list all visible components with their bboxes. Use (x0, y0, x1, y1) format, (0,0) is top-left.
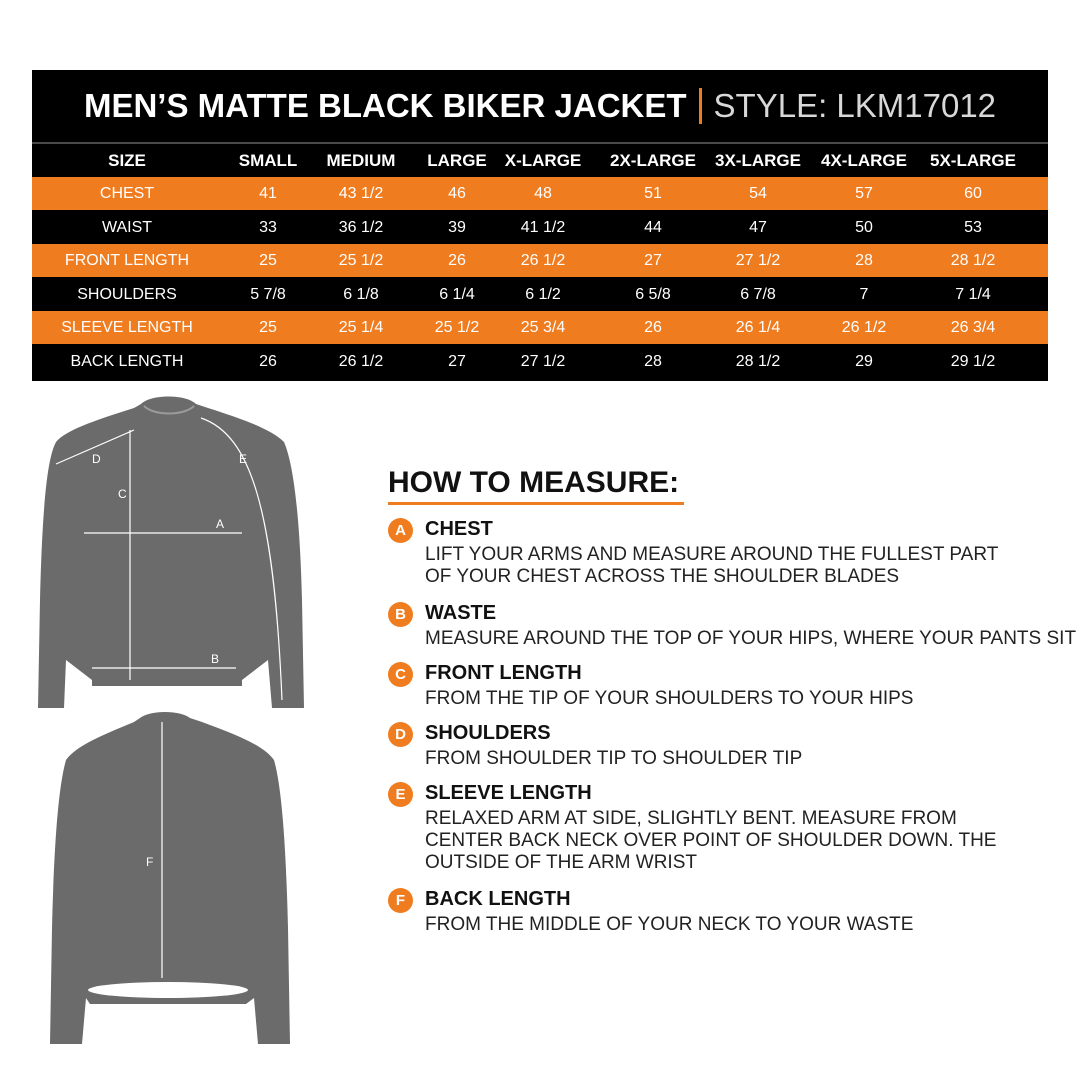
letter-badge: C (388, 662, 413, 687)
table-row (32, 345, 1048, 378)
table-cell: 26 1/4 (735, 319, 781, 336)
jacket-name: MEN’S MATTE BLACK BIKER JACKET (83, 87, 687, 124)
letter-badge: F (388, 888, 413, 913)
table-cell: 26 1/2 (338, 352, 384, 370)
description-line: OF YOUR CHEST ACROSS THE SHOULDER BLADES (425, 566, 900, 587)
table-cell: 6 1/8 (343, 285, 379, 303)
measure-title: FRONT LENGTH (425, 662, 582, 684)
table-cell: 26 (644, 319, 662, 336)
size-header-2: MEDIUM (326, 151, 396, 170)
table-cell: 6 7/8 (740, 285, 776, 303)
table-cell: 26 (448, 252, 466, 269)
table-cell: 27 (448, 352, 466, 370)
size-header-row (32, 144, 1048, 177)
size-header-6: 3X-LARGE (715, 151, 801, 170)
letter-badge: A (388, 518, 413, 543)
measure-title: SLEEVE LENGTH (425, 782, 592, 804)
table-cell: 25 1/2 (434, 319, 480, 336)
letter-badge: D (388, 722, 413, 747)
table-cell: 36 1/2 (338, 218, 384, 236)
table-cell: 25 (259, 252, 277, 269)
table-cell: 26 3/4 (950, 319, 996, 336)
label-c: C (118, 487, 127, 501)
table-cell: 25 3/4 (520, 319, 566, 336)
how-to-title: HOW TO MEASURE: (388, 466, 680, 499)
table-cell: 27 1/2 (520, 352, 566, 370)
table-cell: 25 1/4 (338, 319, 384, 336)
size-header-label: SIZE (108, 151, 146, 170)
label-f: F (146, 855, 154, 869)
label-d: D (92, 452, 101, 466)
description-line: FROM THE MIDDLE OF YOUR NECK TO YOUR WASTE (425, 914, 914, 935)
table-row (32, 177, 1048, 210)
measure-description (425, 914, 1075, 936)
table-cell: 57 (855, 185, 873, 202)
table-row (32, 278, 1048, 311)
size-header-8: 5X-LARGE (930, 151, 1016, 170)
front-jacket-diagram (36, 390, 316, 710)
table-cell: 50 (855, 218, 873, 236)
how-to-underline (388, 502, 684, 505)
label-b: B (211, 652, 220, 666)
table-cell: 28 1/2 (735, 352, 781, 370)
measurement-label: CHEST (99, 185, 155, 202)
letter-badge: E (388, 782, 413, 807)
description-line: FROM SHOULDER TIP TO SHOULDER TIP (425, 748, 803, 769)
back-jacket-diagram (50, 708, 300, 1048)
table-row (32, 211, 1048, 244)
table-cell: 6 5/8 (635, 285, 671, 303)
table-cell: 28 (855, 252, 873, 269)
measure-description (425, 748, 1075, 770)
table-cell: 5 7/8 (250, 285, 286, 303)
description-line: OUTSIDE OF THE ARM WRIST (425, 852, 697, 873)
table-cell: 60 (964, 185, 982, 202)
size-header-3: LARGE (427, 151, 487, 170)
description-line: RELAXED ARM AT SIDE, SLIGHTLY BENT. MEASURE FROM (425, 808, 957, 829)
measure-description (425, 544, 1075, 588)
measure-title: WASTE (425, 602, 497, 624)
title-separator (699, 88, 702, 124)
measurement-label: BACK LENGTH (70, 352, 184, 370)
front-jacket-silhouette (38, 397, 304, 709)
measure-title: SHOULDERS (425, 722, 551, 744)
table-cell: 41 1/2 (520, 218, 566, 236)
table-cell: 29 1/2 (950, 352, 996, 370)
table-cell: 29 (855, 352, 873, 370)
table-cell: 33 (259, 218, 277, 236)
table-cell: 41 (259, 185, 277, 202)
table-cell: 25 1/2 (338, 252, 384, 269)
table-cell: 26 (259, 352, 277, 370)
table-cell: 7 (859, 285, 869, 303)
table-cell: 46 (448, 185, 466, 202)
table-cell: 6 1/4 (439, 285, 475, 303)
label-a: A (216, 517, 225, 531)
description-line: CENTER BACK NECK OVER POINT OF SHOULDER DOWN. THE (425, 830, 997, 851)
table-cell: 27 (644, 252, 662, 269)
measure-description (425, 688, 1075, 710)
hem-opening (88, 982, 248, 998)
size-header-7: 4X-LARGE (821, 151, 907, 170)
label-e: E (239, 452, 248, 466)
style-number: STYLE: LKM17012 (713, 87, 997, 124)
size-header-4: X-LARGE (504, 151, 582, 170)
table-cell: 28 (644, 352, 662, 370)
measure-title: BACK LENGTH (425, 888, 571, 910)
table-cell: 26 1/2 (520, 252, 566, 269)
table-cell: 6 1/2 (525, 285, 561, 303)
table-cell: 54 (749, 185, 767, 202)
measure-title: CHEST (425, 518, 493, 540)
size-chart (32, 70, 1048, 381)
table-cell: 43 1/2 (338, 185, 384, 202)
description-line: MEASURE AROUND THE TOP OF YOUR HIPS, WHERE YOUR PANTS SIT (425, 628, 1077, 649)
table-cell: 44 (644, 218, 662, 236)
table-cell: 26 1/2 (841, 319, 887, 336)
measurement-label: SLEEVE LENGTH (61, 319, 193, 336)
table-row (32, 244, 1048, 277)
description-line: LIFT YOUR ARMS AND MEASURE AROUND THE FULLEST PART (425, 544, 999, 565)
measurement-label: SHOULDERS (77, 285, 177, 303)
table-cell: 47 (749, 218, 767, 236)
measure-description (425, 628, 1075, 650)
table-cell: 53 (964, 218, 982, 236)
table-cell: 7 1/4 (955, 285, 991, 303)
table-row (32, 311, 1048, 344)
measurement-label: WAIST (101, 218, 153, 236)
size-header-1: SMALL (238, 151, 298, 170)
description-line: FROM THE TIP OF YOUR SHOULDERS TO YOUR HIPS (425, 688, 914, 709)
table-cell: 28 1/2 (950, 252, 996, 269)
chart-title (32, 70, 1048, 142)
size-header-5: 2X-LARGE (610, 151, 696, 170)
measure-description (425, 808, 1075, 874)
letter-badge: B (388, 602, 413, 627)
measurement-label: FRONT LENGTH (64, 252, 190, 269)
table-cell: 27 1/2 (735, 252, 781, 269)
table-cell: 25 (259, 319, 277, 336)
table-cell: 48 (534, 185, 552, 202)
table-cell: 39 (448, 218, 466, 236)
table-cell: 51 (644, 185, 662, 202)
